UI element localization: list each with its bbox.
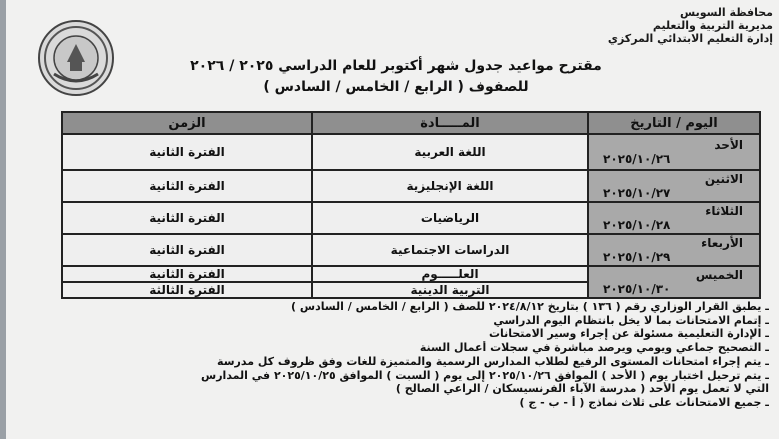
day-name: الخميس	[695, 268, 743, 282]
subject-cell: اللغة العربية	[312, 134, 588, 170]
period-cell: الفترة الثانية	[62, 266, 312, 282]
document-page	[6, 0, 779, 439]
table-row	[62, 170, 760, 202]
table-row	[62, 134, 760, 170]
subject-cell: التربية الدينية	[312, 282, 588, 298]
table-row	[62, 234, 760, 266]
column-header-date: اليوم / التاريخ	[588, 112, 760, 134]
header-line-administration: إدارة التعليم الابتدائي المركزي	[607, 32, 773, 45]
document-subtitle: للصفوف ( الرابع / الخامس / السادس )	[263, 79, 529, 95]
note-line: ـ التصحيح جماعي ويومي ويرصد مباشرة في سجلات أعمال السنة	[419, 341, 769, 355]
date-cell	[588, 234, 760, 266]
notes-list	[29, 300, 769, 410]
date-value: ٢٠٢٥/١٠/٣٠	[603, 282, 671, 296]
note-line: ـ يطبق القرار الوزاري رقم ( ١٣٦ ) بتاريخ ٢٠٢٤/٨/١٢ للصف ( الرابع / الخامس / السادس )	[291, 300, 769, 313]
exam-schedule-table	[61, 111, 761, 299]
date-value: ٢٠٢٥/١٠/٢٧	[603, 186, 671, 200]
document-title: مقترح مواعيد جدول شهر أكتوبر للعام الدراسي ٢٠٢٥ / ٢٠٢٦	[190, 58, 602, 74]
table-header-row	[62, 112, 760, 134]
subject-cell: اللغة الإنجليزية	[312, 170, 588, 202]
day-name: الأحد	[714, 138, 743, 152]
note-line: ـ يتم إجراء امتحانات المستوى الرفيع لطلاب المدارس الرسمية والمتميزة للغات وفق ظروف كل مدرسة	[217, 354, 769, 368]
subject-cell: الدراسات الاجتماعية	[312, 234, 588, 266]
date-cell	[588, 170, 760, 202]
date-value: ٢٠٢٥/١٠/٢٩	[603, 250, 671, 264]
day-name: الاثنين	[704, 172, 743, 186]
table-row	[62, 202, 760, 234]
period-cell: الفترة الثالثة	[62, 282, 312, 298]
date-cell	[588, 202, 760, 234]
date-cell	[588, 134, 760, 170]
table-row	[62, 266, 760, 282]
subject-cell: الرياضيات	[312, 202, 588, 234]
note-line: ـ إتمام الامتحانات بما لا يخل بانتظام اليوم الدراسي	[493, 313, 769, 327]
date-value: ٢٠٢٥/١٠/٢٦	[603, 152, 671, 166]
ministry-logo-emblem	[40, 22, 112, 94]
header-line-governorate: محافظة السويس	[680, 6, 773, 19]
subject-cell: العلـــــوم	[312, 266, 588, 282]
column-header-subject: المـــــادة	[312, 112, 588, 134]
period-cell: الفترة الثانية	[62, 170, 312, 202]
period-cell: الفترة الثانية	[62, 202, 312, 234]
column-header-period: الزمن	[62, 112, 312, 134]
header-line-directorate: مديرية التربية والتعليم	[652, 19, 773, 32]
day-name: الأربعاء	[701, 236, 743, 250]
ministry-logo	[38, 20, 114, 96]
period-cell: الفترة الثانية	[62, 234, 312, 266]
header-lines	[573, 6, 773, 45]
note-line: ـ يتم ترحيل اختبار يوم ( الأحد ) الموافق ٢٠٢٥/١٠/٢٦ إلى يوم ( السبت ) الموافق ٢٠٢٥/١٠/٢٥ في المدارس	[201, 368, 769, 382]
period-cell: الفترة الثانية	[62, 134, 312, 170]
note-line: ـ الإدارة التعليمية مسئولة عن إجراء وسير الامتحانات	[488, 327, 769, 341]
day-name: الثلاثاء	[705, 204, 743, 218]
date-value: ٢٠٢٥/١٠/٢٨	[603, 218, 671, 232]
date-cell	[588, 266, 760, 298]
note-line: التي لا تعمل يوم الأحد ( مدرسة الآباء الفرنسيسكان / الراعي الصالح )	[395, 382, 769, 396]
note-line: ـ جميع الامتحانات على ثلاث نماذج ( أ - ب - ج )	[519, 395, 769, 409]
